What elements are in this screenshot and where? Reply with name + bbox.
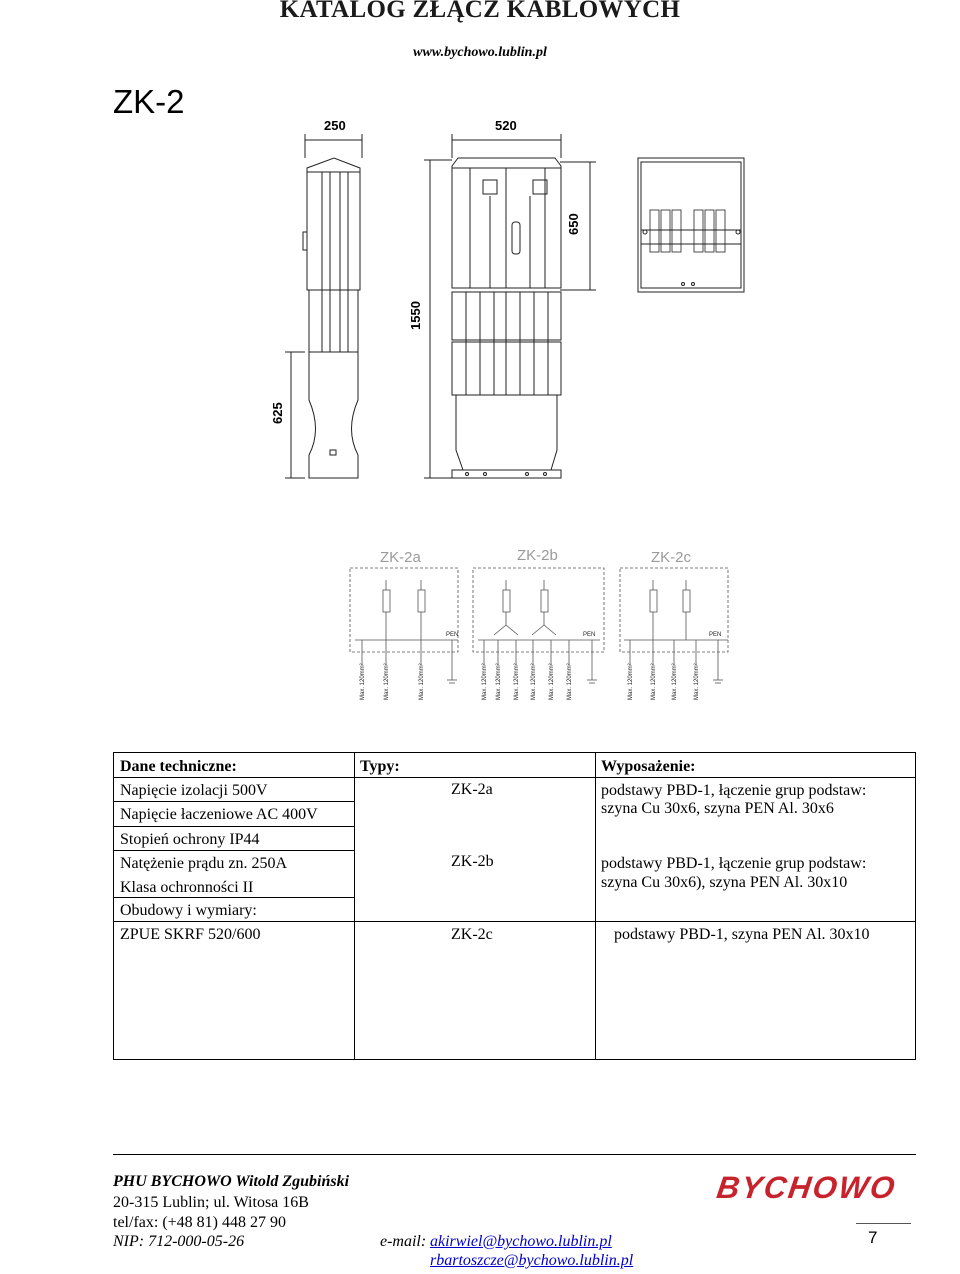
footer-email-link-2[interactable]: rbartoszcze@bychowo.lublin.pl	[430, 1252, 634, 1269]
pen-label-a: PEN	[446, 632, 459, 638]
schematic-label-zk2c: ZK-2c	[651, 549, 692, 566]
dim-250: 250	[324, 118, 346, 133]
cable-size-label: Max. 120mm²	[419, 663, 425, 700]
footer-email-label: e-mail:	[380, 1233, 427, 1250]
spec-header-equipment: Wyposażenie:	[601, 758, 696, 775]
side-view	[303, 158, 360, 478]
cable-size-label: Max. 120mm²	[531, 663, 537, 700]
schematic-label-zk2b: ZK-2b	[517, 547, 558, 564]
cable-size-label: Max. 120mm²	[514, 663, 520, 700]
cable-size-label: Max. 120mm²	[628, 663, 634, 700]
front-view	[452, 158, 561, 478]
footer-company: PHU BYCHOWO Witold Zgubiński	[113, 1173, 350, 1190]
cable-size-label: Max. 120mm²	[496, 663, 502, 700]
spec-tech-item: Natężenie prądu zn. 250A	[120, 855, 288, 872]
cable-size-label: Max. 120mm²	[651, 663, 657, 700]
spec-type: ZK-2c	[451, 926, 493, 943]
cable-size-label: Max. 120mm²	[567, 663, 573, 700]
header-url: www.bychowo.lublin.pl	[413, 45, 547, 60]
wiring-schematics	[0, 540, 960, 710]
page-number-rule	[856, 1223, 911, 1224]
cable-size-label: Max. 120mm²	[360, 663, 366, 700]
spec-header-types: Typy:	[360, 758, 400, 775]
interior-view	[638, 158, 744, 292]
cable-size-label: Max. 120mm²	[482, 663, 488, 700]
spec-type: ZK-2a	[451, 781, 493, 798]
footer-divider	[113, 1154, 916, 1155]
schematic-zk2a	[350, 568, 458, 683]
page-header-title: KATALOG ZŁĄCZ KABLOWYCH	[279, 0, 681, 23]
spec-tech-item: ZPUE SKRF 520/600	[120, 926, 261, 943]
spec-table	[113, 752, 916, 1060]
page-number: 7	[868, 1228, 878, 1247]
spec-equipment-line: podstawy PBD-1, szyna PEN Al. 30x10	[614, 926, 870, 943]
cable-size-label: Max. 120mm²	[384, 663, 390, 700]
bychowo-logo: BYCHOWO	[714, 1170, 899, 1205]
spec-type: ZK-2b	[451, 853, 494, 870]
spec-equipment-line: podstawy PBD-1, łączenie grup podstaw:	[601, 855, 867, 872]
spec-tech-item: Napięcie łaczeniowe AC 400V	[120, 806, 318, 823]
model-title: ZK-2	[113, 83, 185, 120]
footer-address: 20-315 Lublin; ul. Witosa 16B	[113, 1194, 309, 1211]
enclosure-drawing	[0, 0, 960, 500]
cable-size-label: Max. 120mm²	[672, 663, 678, 700]
schematic-label-zk2a: ZK-2a	[380, 549, 421, 566]
cable-size-label: Max. 120mm²	[694, 663, 700, 700]
spec-equipment-line: podstawy PBD-1, łączenie grup podstaw:	[601, 782, 867, 799]
spec-equipment-line: szyna Cu 30x6, szyna PEN Al. 30x6	[601, 800, 834, 817]
spec-header-tech: Dane techniczne:	[120, 758, 237, 775]
spec-tech-item: Obudowy i wymiary:	[120, 902, 257, 919]
dim-650: 650	[566, 213, 581, 235]
schematic-zk2b	[473, 568, 604, 683]
dim-1550: 1550	[408, 301, 423, 330]
footer-nip: NIP: 712-000-05-26	[113, 1233, 245, 1250]
pen-label-c: PEN	[709, 632, 722, 638]
spec-tech-item: Stopień ochrony IP44	[120, 831, 260, 848]
footer-email-link-1[interactable]: akirwiel@bychowo.lublin.pl	[430, 1233, 612, 1250]
footer-phone: tel/fax: (+48 81) 448 27 90	[113, 1214, 286, 1231]
cable-size-labels	[360, 663, 700, 700]
spec-tech-item: Klasa ochronności II	[120, 879, 254, 896]
dim-625: 625	[270, 402, 285, 424]
spec-equipment-line: szyna Cu 30x6), szyna PEN Al. 30x10	[601, 874, 848, 891]
spec-tech-item: Napięcie izolacji 500V	[120, 782, 268, 799]
pen-label-b: PEN	[583, 632, 596, 638]
cable-size-label: Max. 120mm²	[549, 663, 555, 700]
dim-520: 520	[495, 118, 517, 133]
